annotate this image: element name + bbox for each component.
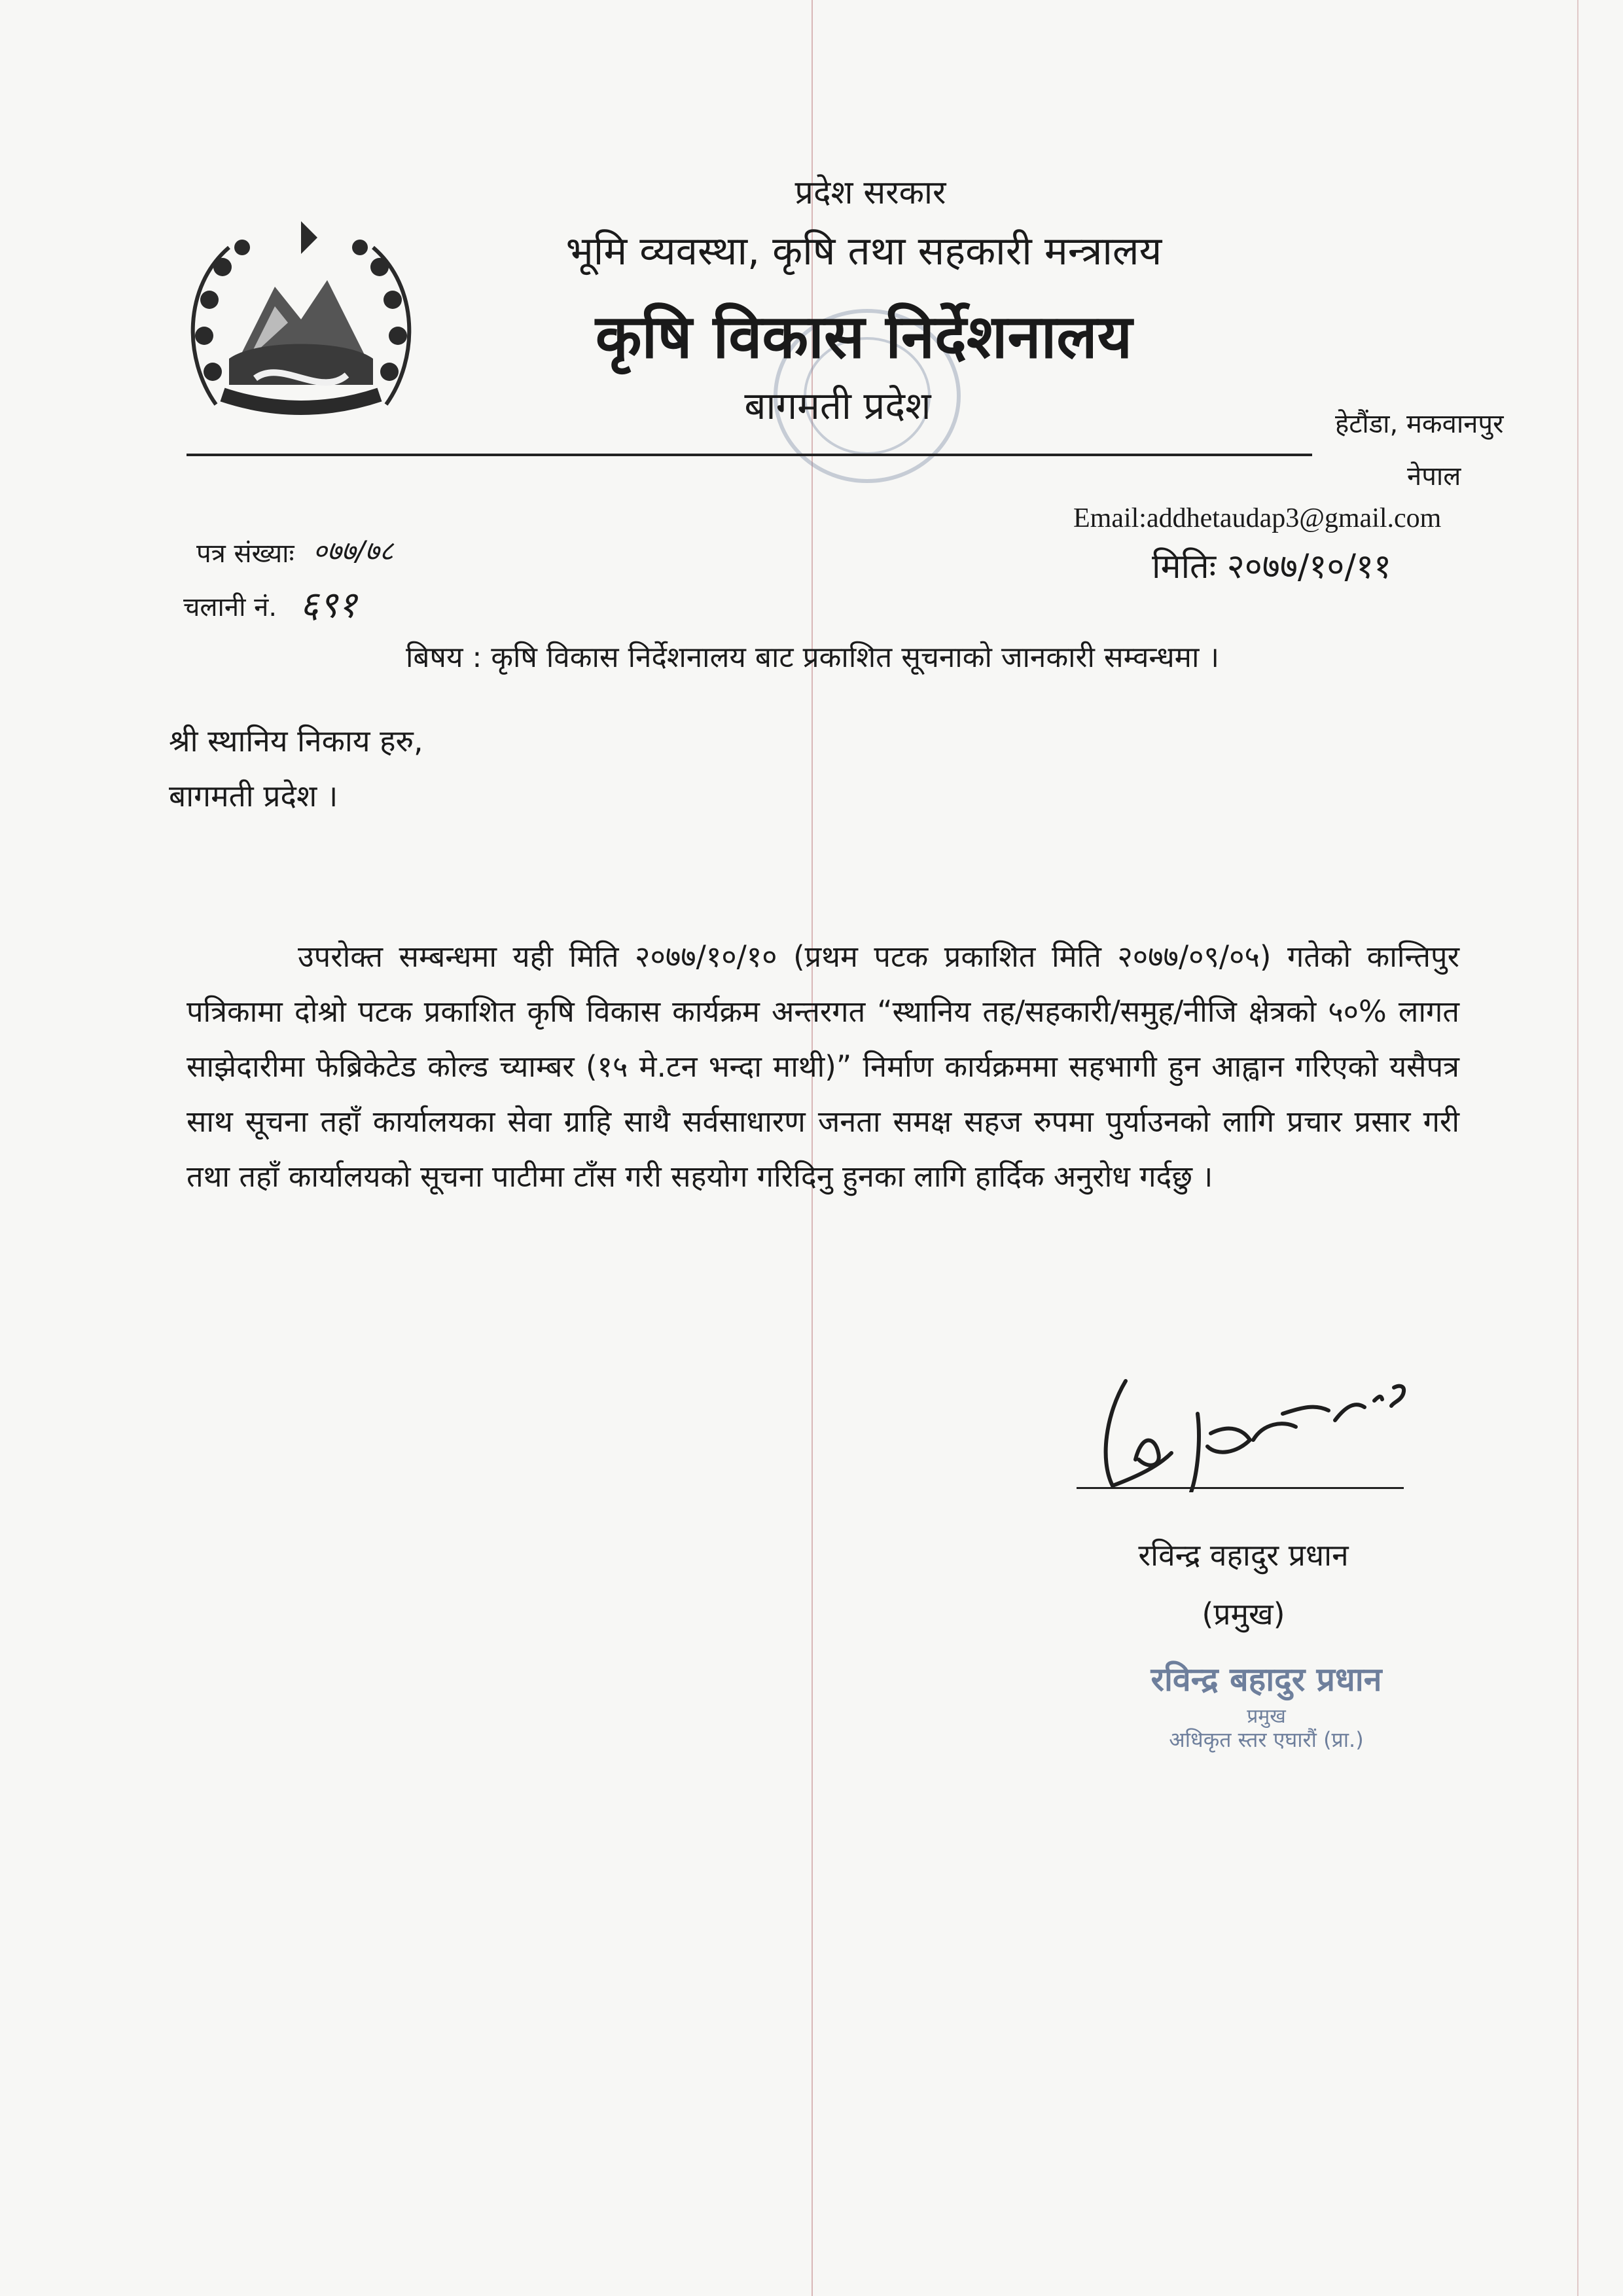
office-address: हेटौंडा, मकवानपुर: [1335, 409, 1504, 439]
letter-date: मितिः २०७७/१०/११: [1152, 547, 1392, 586]
directorate-heading: कृषि विकास निर्देशनालय: [595, 302, 1133, 372]
signatory-title: (प्रमुख): [1202, 1596, 1285, 1632]
province-heading: बागमती प्रदेश: [744, 384, 931, 428]
dispatch-number-value: ६९१: [300, 584, 357, 626]
stamp-name: रविन्द्र बहादुर प्रधान: [1150, 1660, 1382, 1698]
letter-body: उपरोक्त सम्बन्धमा यही मिति २०७७/१०/१० (प्रथम पटक प्रकाशित मिति २०७७/०९/०५) गतेको कान्तिपुर पत्रिकामा दोश्रो पटक प्रकाशित कृषि विकास कार्यक्रम अन्तरगत “स्थानिय तह/सहकारी/समुह/नीजि क्षेत्रको ५०% लागत साझेदारीमा फेब्रिकेटेड कोल्ड च्याम्बर (१५ मे.टन भन्दा माथी)” निर्माण कार्यक्रममा सहभागी हुन आह्वान गरिएको यसैपत्र साथ सूचना तहाँ कार्यालयका सेवा ग्राहि साथै सर्वसाधारण जनता समक्ष सहज रुपमा पुर्याउनको लागि प्रचार प्रसार गरी तथा तहाँ कार्यालयको सूचना पाटीमा टाँस गरी सहयोग गरिदिनु हुनका लागि हार्दिक अनुरोध गर्दछु ।: [187, 939, 1459, 1194]
government-heading: प्रदेश सरकार: [794, 173, 946, 211]
ministry-heading: भूमि व्यवस्था, कृषि तथा सहकारी मन्त्रालय: [565, 228, 1162, 274]
stamp-title: प्रमुख: [1247, 1705, 1286, 1728]
office-email: Email:addhetaudap3@gmail.com: [1073, 503, 1442, 533]
header-divider: [187, 454, 1312, 456]
nepal-emblem-icon: [177, 208, 425, 431]
letter-number-label: पत्र संख्याः: [196, 539, 294, 569]
signatory-name: रविन्द्र वहादुर प्रधान: [1138, 1537, 1349, 1573]
letter-number-value: ०७७/७८: [313, 535, 394, 567]
scan-artifact-line: [1577, 0, 1578, 2296]
recipient-line: श्री स्थानिय निकाय हरु,: [169, 723, 423, 759]
signature-line: [1077, 1487, 1404, 1489]
stamp-rank: अधिकृत स्तर एघारौं (प्रा.): [1169, 1727, 1364, 1752]
signature-icon: [1086, 1361, 1427, 1492]
office-country: नेपाल: [1407, 461, 1461, 492]
letter-subject: बिषय : कृषि विकास निर्देशनालय बाट प्रकाशित सूचनाको जानकारी सम्वन्धमा ।: [406, 641, 1220, 674]
recipient-line: बागमती प्रदेश ।: [169, 778, 338, 814]
dispatch-number-label: चलानी नं.: [183, 592, 277, 622]
